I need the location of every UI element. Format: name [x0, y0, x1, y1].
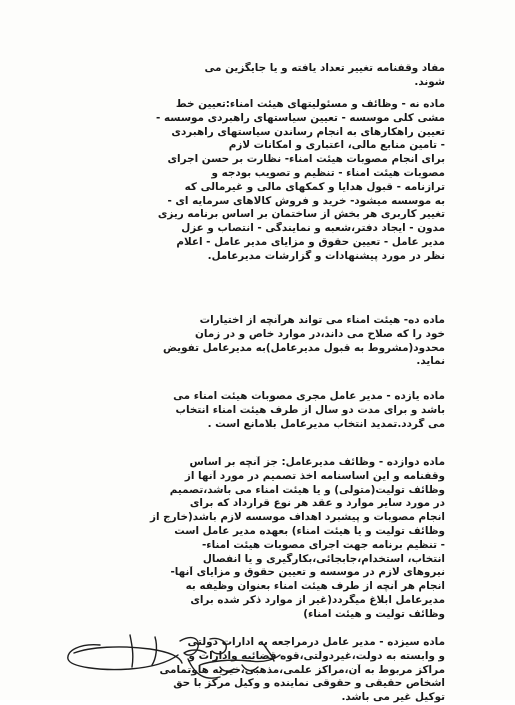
text-line: ماده یازده - مدیر عامل مجری مصوبات هیئت امناء می	[173, 390, 445, 402]
paragraph-article-9	[73, 98, 445, 264]
paragraph-article-11	[73, 390, 445, 431]
text-line: می گردد.تمدید انتخاب مدیرعامل بلامانع است .	[207, 417, 445, 430]
text-line: مشی کلی موسسه - تعیین سیاستهای راهبردی موسسه -	[156, 111, 445, 124]
text-line: در مورد سایر موارد و عقد هر نوع قرارداد که برای	[189, 497, 445, 510]
text-line: ماده ده- هیئت امناء می تواند هرآنچه از اختیارات	[199, 314, 445, 326]
text-line: ترازنامه - قبول هدایا و کمکهای مالی و غیرمالی که	[184, 180, 445, 193]
text-line: انجام مصوبات و پیشبرد اهداف موسسه لازم باشد(خارج از	[149, 511, 445, 524]
text-line: وظائف تولیت(متولی) و یا هیئت امناء می باشد،تصمیم	[169, 483, 445, 496]
text-line: نماید.	[416, 355, 445, 368]
text-line: وقفنامه و این اساسنامه اخذ تصمیم در مورد آنها از	[184, 469, 445, 482]
text-line: ماده نه - وظائف و مسئولیتهای هیئت امناء:تعیین خط	[175, 98, 445, 110]
text-line: محدود(مشروط به قبول مدیرعامل)به مدیرعامل تفویض	[163, 341, 445, 354]
text-line: و وابسته به دولت،غیردولتی،قوه قضائیه وادارات و	[188, 649, 445, 662]
text-line: مصوبات هیئت امناء - تنظیم و تصویب بودجه و	[211, 166, 445, 179]
text-line: باشد و برای مدت دو سال از طرف هیئت امناء انتخاب	[175, 403, 445, 416]
text-line: انجام هر آنچه از طرف هیئت امناء بعنوان وظیفه به	[185, 580, 445, 593]
text-line: انتخاب، استخدام،جابجائی،بکارگیری و یا انفصال	[202, 552, 445, 565]
text-line: تعیین راهکارهای به انجام رساندن سیاستهای راهبردی	[171, 125, 445, 138]
text-line: اشخاص حقیقی و حقوقی نماینده و وکیل مرکز با حق	[173, 677, 445, 690]
text-line: خود را که صلاح می داند،در موارد خاص و در زمان	[195, 327, 445, 340]
paragraph-intro	[73, 62, 445, 90]
text-line: ماده سیزده - مدیر عامل درمراجعه به ادارات دولتی	[187, 636, 445, 648]
handwritten-signature	[60, 615, 290, 695]
text-line: مراکز مربوط به آن،مراکز علمی،مذهبی،خیریه هاوتمامی	[159, 663, 445, 676]
text-line: نیروهای لازم در موسسه و تعیین حقوق و مزایای آنها-	[170, 566, 445, 579]
text-line: مدیرعامل ابلاغ میگردد(غیر از موارد ذکر شده برای	[190, 593, 445, 606]
text-line: شوند.	[414, 75, 445, 88]
text-line: وظائف تولیت و هیئت امناء)	[303, 607, 445, 620]
text-line: نظر در مورد پیشنهادات و گزارشات مدیرعامل.	[207, 249, 445, 262]
text-line: توکیل غیر می باشد.	[341, 691, 445, 704]
text-line: برای انجام مصوبات هیئت امناء- نظارت بر حسن اجرای	[167, 153, 445, 166]
paragraph-article-10	[73, 314, 445, 369]
text-line: - تنظیم برنامه جهت اجرای مصوبات هیئت امناء-	[201, 538, 445, 551]
text-line: مدیر عامل - تعیین حقوق و مزایای مدیر عامل - اعلام	[176, 235, 445, 248]
text-line: ماده دوازده - وظائف مدیرعامل: جز آنچه بر اساس	[189, 456, 445, 468]
text-line: تغییر کاربری هر بخش از ساختمان بر اساس برنامه ریزی	[157, 208, 445, 221]
text-line: مفاد وقفنامه تغییر تعداد یافته و یا جایگزین می	[204, 62, 445, 74]
text-line: - تامین منابع مالی، اعتباری و امکانات لازم	[228, 139, 445, 152]
text-line: به موسسه میشود- خرید و فروش کالاهای سرمایه ای -	[167, 194, 445, 207]
text-line: مدون - ایجاد دفتر،شعبه و نمایندگی - انتصاب و عزل	[181, 222, 445, 235]
paragraph-article-12	[73, 456, 445, 622]
text-line: وظائف تولیت و یا هیئت امناء) بعهده مدیر عامل است	[174, 524, 445, 537]
